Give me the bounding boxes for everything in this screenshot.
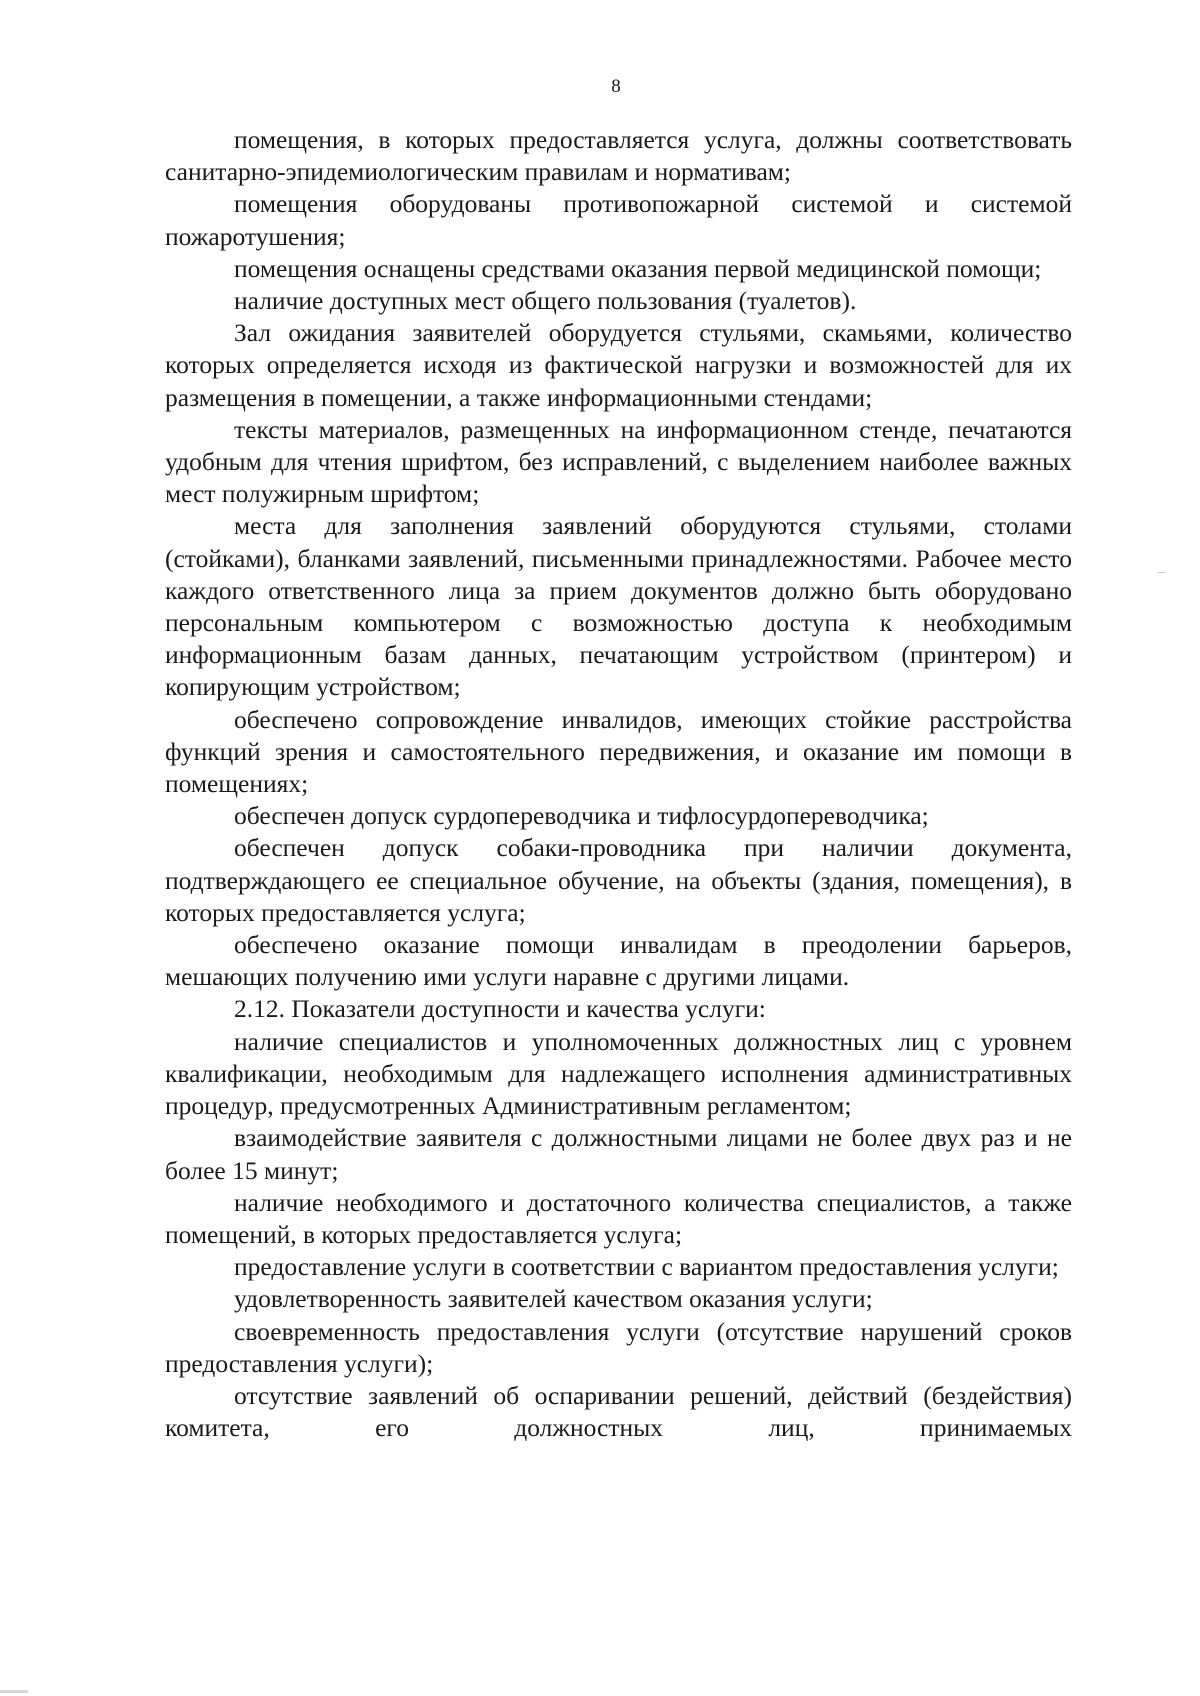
document-body: [165, 124, 1072, 1444]
paragraph: помещения, в которых предоставляется услуга, должны соответствовать санитарно-эпидемиологическим правилам и нормативам;: [165, 125, 1072, 187]
paragraph: помещения оснащены средствами оказания первой медицинской помощи;: [234, 253, 1042, 283]
paragraph: отсутствие заявлений об оспаривании решений, действий (бездействия) комитета, его должностных лиц, принимаемых: [165, 1380, 1072, 1443]
paragraph: места для заполнения заявлений оборудуются стульями, столами (стойками), бланками заявлений, письменными принадлежностями. Рабочее место каждого ответственного лица за прием документов должно быть оборудовано персональным компьютером с возможностью доступа к необходимым информационным базам данных, печатающим устройством (принтером) и копирующим устройством;: [165, 511, 1072, 702]
paragraph: Зал ожидания заявителей оборудуется стульями, скамьями, количество которых определяется исходя из фактической нагрузки и возможностей для их размещения в помещении, а также информационными стендами;: [165, 318, 1072, 412]
scan-mark: [1158, 572, 1166, 573]
paragraph: обеспечено оказание помощи инвалидам в преодолении барьеров, мешающих получению ими услуги наравне с другими лицами.: [165, 930, 1072, 992]
paragraph: тексты материалов, размещенных на информационном стенде, печатаются удобным для чтения шрифтом, без исправлений, с выделением наиболее важных мест полужирным шрифтом;: [165, 414, 1072, 509]
paragraph: наличие специалистов и уполномоченных должностных лиц с уровнем квалификации, необходимым для надлежащего исполнения административных процедур, предусмотренных Административным регламентом;: [165, 1026, 1072, 1121]
paragraph: наличие необходимого и достаточного количества специалистов, а также помещений, в которых предоставляется услуга;: [165, 1187, 1072, 1249]
page-number: 8: [611, 76, 621, 97]
section-heading-paragraph: 2.12. Показатели доступности и качества услуги:: [234, 994, 766, 1024]
paragraph: обеспечено сопровождение инвалидов, имеющих стойкие расстройства функций зрения и самостоятельного передвижения, и оказание им помощи в помещениях;: [165, 704, 1072, 799]
paragraph: взаимодействие заявителя с должностными лицами не более двух раз и не более 15 минут;: [165, 1123, 1072, 1185]
paragraph: обеспечен допуск собаки-проводника при наличии документа, подтверждающего ее специальное обучение, на объекты (здания, помещения), в которых предоставляется услуга;: [165, 833, 1072, 927]
paragraph: обеспечен допуск сурдопереводчика и тифлосурдопереводчика;: [234, 801, 929, 831]
paragraph: наличие доступных мест общего пользования (туалетов).: [234, 286, 857, 316]
paragraph: помещения оборудованы противопожарной системой и системой пожаротушения;: [165, 189, 1072, 251]
paragraph: своевременность предоставления услуги (отсутствие нарушений сроков предоставления услуги);: [165, 1316, 1072, 1378]
paragraph: предоставление услуги в соответствии с вариантом предоставления услуги;: [234, 1252, 1059, 1282]
paragraph: удовлетворенность заявителей качеством оказания услуги;: [234, 1284, 873, 1314]
scan-edge-mark: [0, 1690, 28, 1693]
